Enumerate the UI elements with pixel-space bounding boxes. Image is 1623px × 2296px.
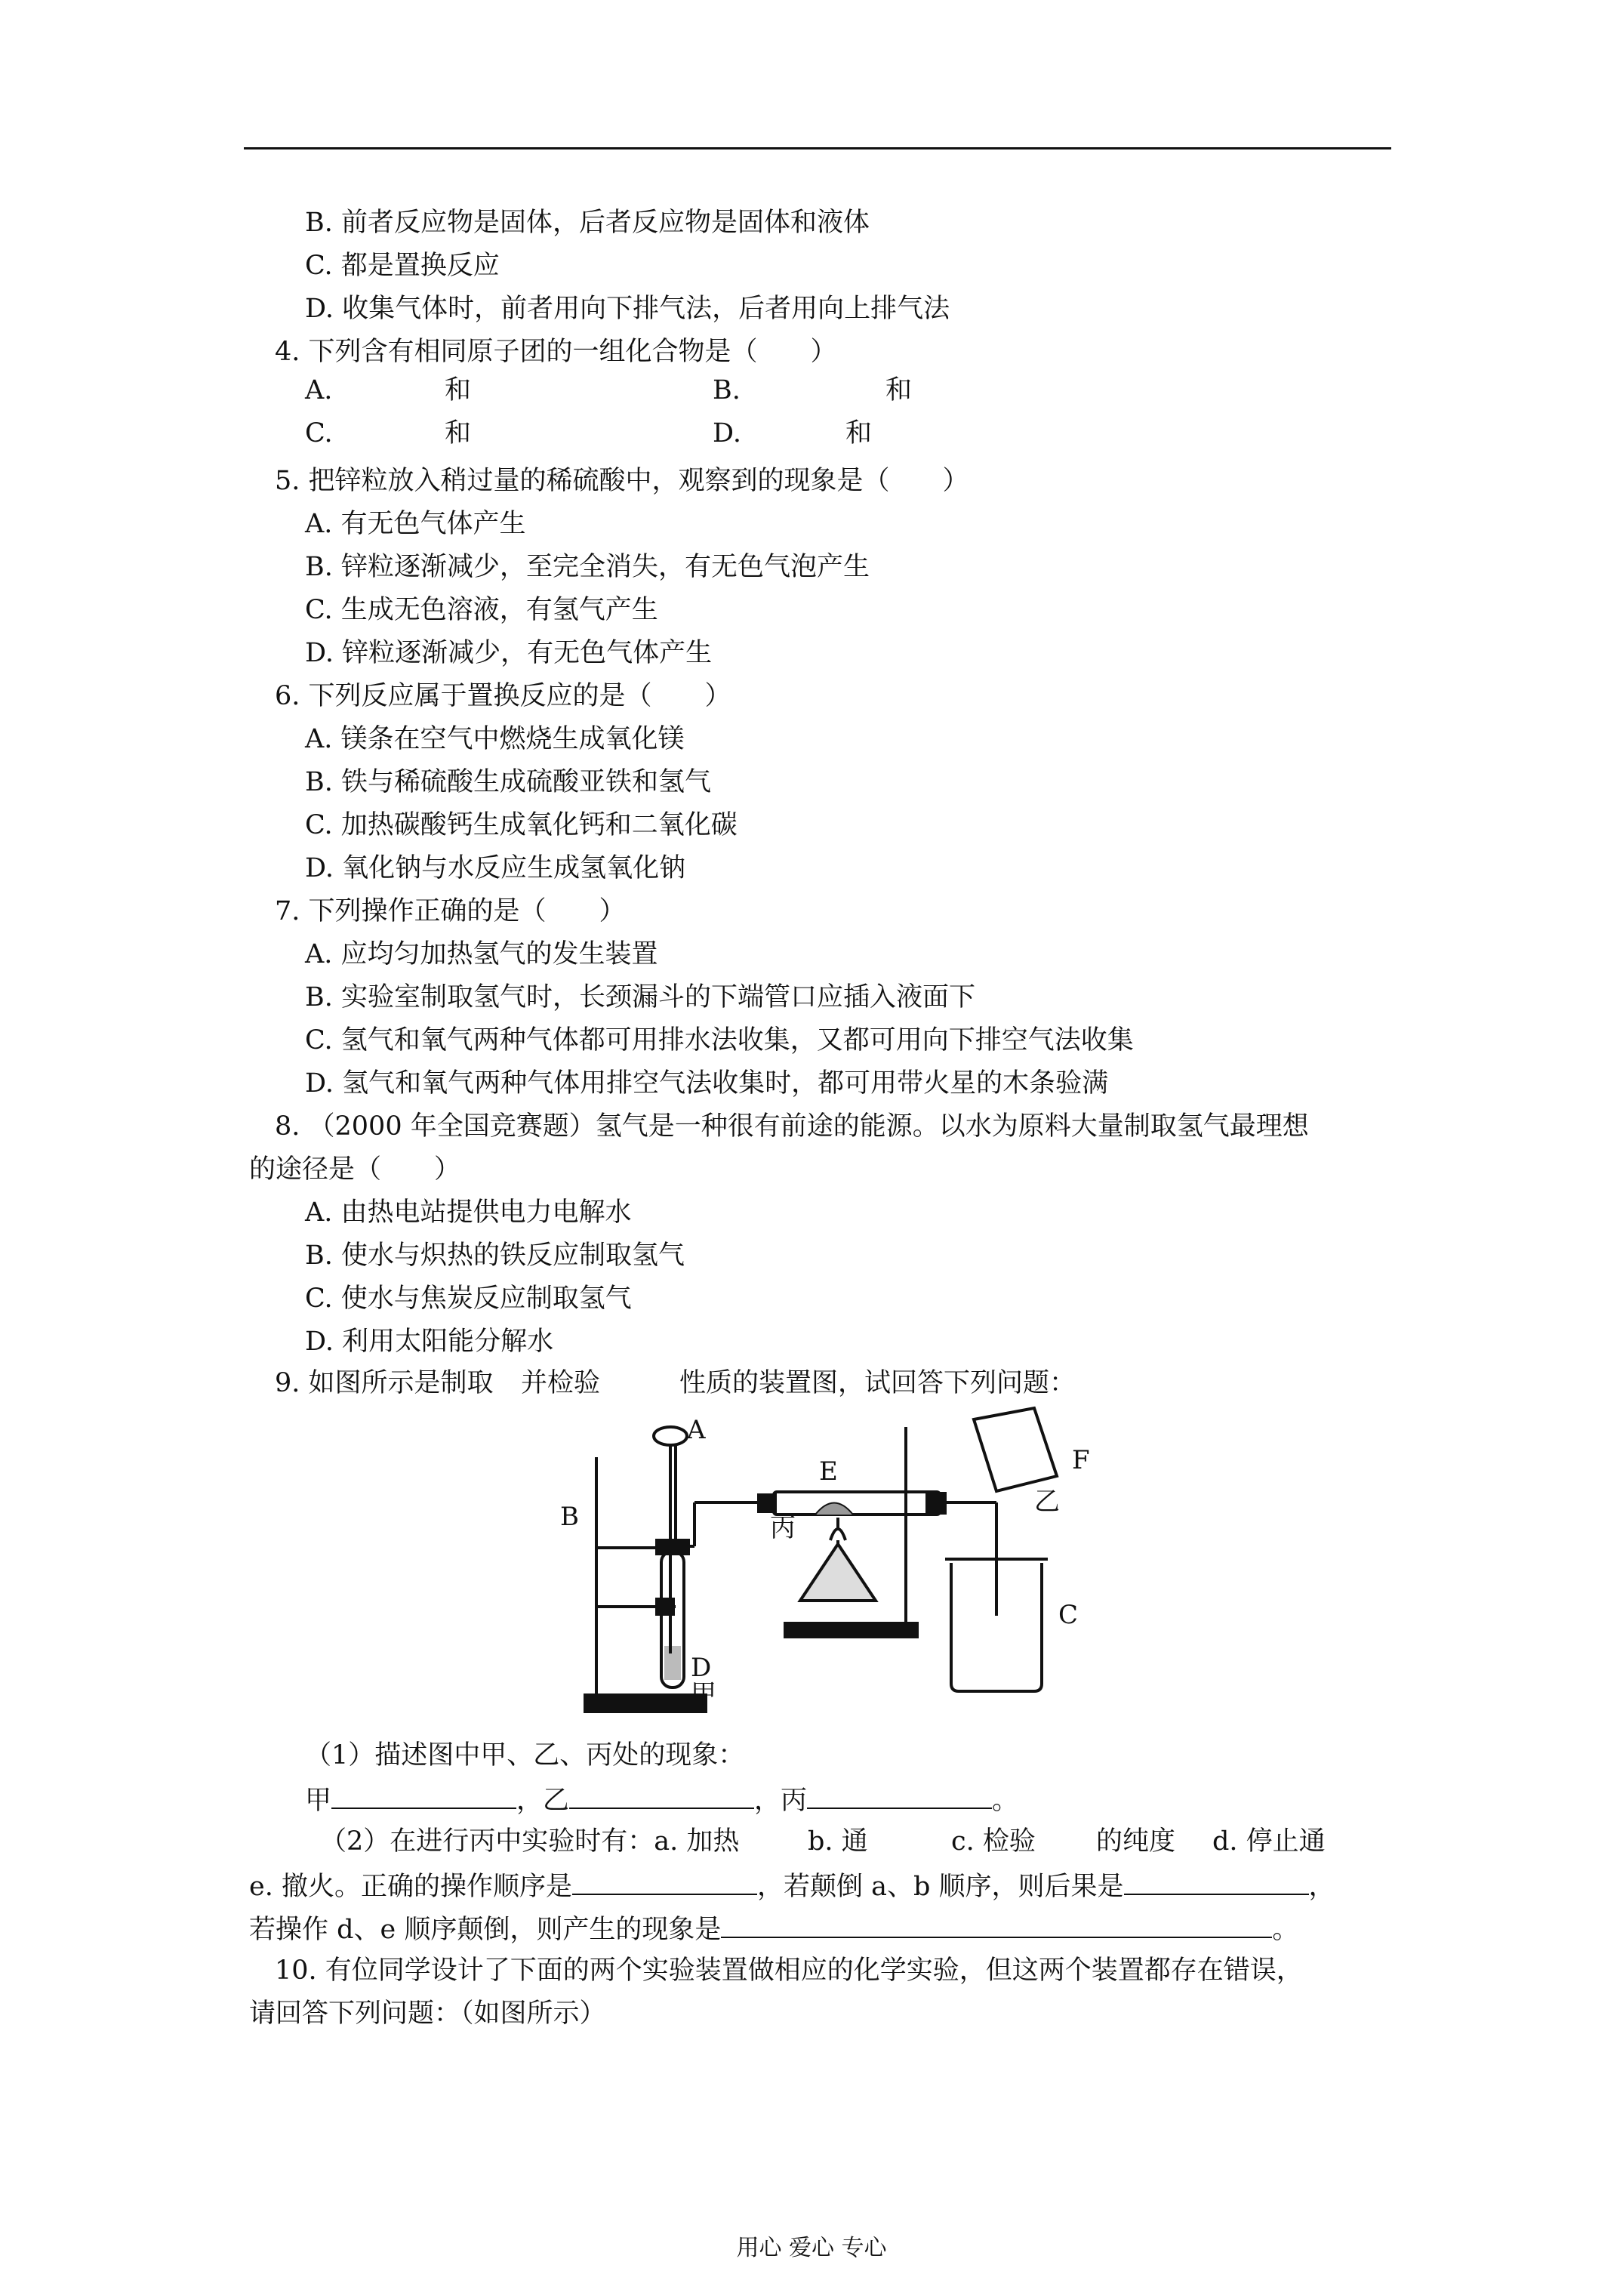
q9-stem-part1: 9. 如图所示是制取 [275, 1368, 494, 1398]
q7-option-a: A. 应均匀加热氢气的发生装置 [305, 939, 658, 969]
q9-jia-label: 甲 [305, 1786, 332, 1816]
q9-yi-blank[interactable] [569, 1783, 754, 1809]
header-rule [244, 147, 1391, 149]
page-footer: 用心 爱心 专心 [736, 2235, 887, 2261]
q9-sub2-part1: （2）在进行丙中实验时有：a. 加热 [320, 1826, 740, 1857]
q9-sub3-part3: ， [1308, 1872, 1335, 1902]
figure-label-d: D [691, 1653, 712, 1683]
q3-option-c: C. 都是置换反应 [305, 251, 500, 281]
figure-label-jia: 甲 [691, 1679, 716, 1709]
q4-option-d-and: 和 [845, 418, 873, 448]
q9-sub2-part5: d. 停止通 [1212, 1826, 1326, 1857]
q4-option-c-and: 和 [445, 418, 472, 448]
q9-end-period: 。 [992, 1786, 1019, 1816]
q6-option-a: A. 镁条在空气中燃烧生成氧化镁 [305, 724, 685, 754]
q4-option-b-label: B. [713, 375, 741, 405]
q7-stem: 7. 下列操作正确的是（ ） [275, 896, 626, 926]
q7-option-c: C. 氢气和氧气两种气体都可用排水法收集，又都可用向下排空气法收集 [305, 1025, 1134, 1056]
q10-stem-line1: 10. 有位同学设计了下面的两个实验装置做相应的化学实验，但这两个装置都存在错误， [275, 1955, 1303, 1986]
q8-option-a: A. 由热电站提供电力电解水 [305, 1197, 632, 1228]
q9-sub1: （1）描述图中甲、乙、丙处的现象： [305, 1740, 745, 1771]
q9-consequence-blank[interactable] [1124, 1869, 1309, 1895]
figure-label-b: B [560, 1502, 579, 1532]
q9-bing-blank[interactable] [807, 1783, 992, 1809]
figure-label-bing: 丙 [770, 1513, 796, 1543]
q4-option-a-label: A. [305, 375, 333, 405]
q10-stem-line2: 请回答下列问题：（如图所示） [249, 1999, 606, 2029]
q4-option-b-and: 和 [885, 375, 913, 405]
q9-stem-part3: 性质的装置图，试回答下列问题： [679, 1368, 1076, 1398]
q4-option-c-label: C. [305, 418, 333, 448]
iron-stand-left [585, 1457, 706, 1712]
q6-option-c: C. 加热碳酸钙生成氧化钙和二氧化碳 [305, 810, 738, 840]
q9-sub3-part2: ，若颠倒 a、b 顺序，则后果是 [756, 1872, 1124, 1902]
q3-option-b: B. 前者反应物是固体，后者反应物是固体和液体 [305, 208, 870, 238]
alcohol-lamp [800, 1518, 876, 1601]
q9-sub2-part2: b. 通 [808, 1826, 868, 1857]
q3-option-d: D. 收集气体时，前者用向下排气法，后者用向上排气法 [305, 294, 950, 324]
q9-yi-label: ，乙 [516, 1786, 570, 1816]
q9-sub2-part3: c. 检验 [951, 1826, 1036, 1857]
q8-option-c: C. 使水与焦炭反应制取氢气 [305, 1284, 632, 1314]
q8-option-b: B. 使水与炽热的铁反应制取氢气 [305, 1240, 685, 1271]
q9-sub4-part1: 若操作 d、e 顺序颠倒，则产生的现象是 [249, 1915, 722, 1945]
q9-sub4-row [249, 1912, 1298, 1945]
figure-label-yi: 乙 [1034, 1487, 1060, 1517]
q7-option-d: D. 氢气和氧气两种气体用排空气法收集时，都可用带火星的木条验满 [305, 1068, 1109, 1099]
q9-sub3-part1: e. 撤火。正确的操作顺序是 [249, 1872, 572, 1902]
q5-option-a: A. 有无色气体产生 [305, 509, 526, 539]
q4-option-a-and: 和 [445, 375, 472, 405]
q5-option-b: B. 锌粒逐渐减少，至完全消失，有无色气泡产生 [305, 552, 870, 582]
q6-stem: 6. 下列反应属于置换反应的是（ ） [275, 681, 731, 711]
q5-option-d: D. 锌粒逐渐减少，有无色气体产生 [305, 638, 713, 668]
combustion-tube-e [774, 1492, 945, 1515]
q5-stem: 5. 把锌粒放入稍过量的稀硫酸中，观察到的现象是（ ） [275, 466, 969, 496]
hydrogen-apparatus-figure [551, 1404, 1095, 1721]
q9-order-blank[interactable] [572, 1869, 757, 1895]
q8-stem-line1: 8. （2000 年全国竞赛题）氢气是一种很有前途的能源。以水为原料大量制取氢气最理想 [275, 1111, 1309, 1142]
q8-option-d: D. 利用太阳能分解水 [305, 1327, 554, 1357]
q9-phenomenon-blank[interactable] [721, 1912, 1272, 1938]
q4-stem: 4. 下列含有相同原子团的一组化合物是（ ） [275, 337, 837, 367]
q9-sub3-row [249, 1869, 1335, 1902]
figure-label-f: F [1072, 1445, 1090, 1475]
q9-bing-label: ，丙 [754, 1786, 808, 1816]
beaker-f [974, 1408, 1057, 1491]
q9-stem-part2: 并检验 [521, 1368, 601, 1398]
q8-stem-line2: 的途径是（ ） [249, 1154, 461, 1185]
figure-label-c: C [1058, 1600, 1079, 1630]
q9-jia-blank[interactable] [331, 1783, 516, 1809]
q5-option-c: C. 生成无色溶液，有氢气产生 [305, 595, 658, 625]
delivery-tube [679, 1495, 775, 1546]
figure-label-a: A [687, 1415, 706, 1445]
q6-option-b: B. 铁与稀硫酸生成硫酸亚铁和氢气 [305, 767, 711, 797]
q9-answer-row [305, 1783, 1018, 1816]
q9-sub4-part2: 。 [1272, 1915, 1299, 1945]
iron-stand-right [785, 1427, 917, 1637]
q6-option-d: D. 氧化钠与水反应生成氢氧化钠 [305, 853, 686, 883]
figure-label-e: E [819, 1456, 838, 1487]
q7-option-b: B. 实验室制取氢气时，长颈漏斗的下端管口应插入液面下 [305, 982, 975, 1012]
q9-sub2-part4: 的纯度 [1096, 1826, 1176, 1857]
q4-option-d-label: D. [713, 418, 741, 448]
